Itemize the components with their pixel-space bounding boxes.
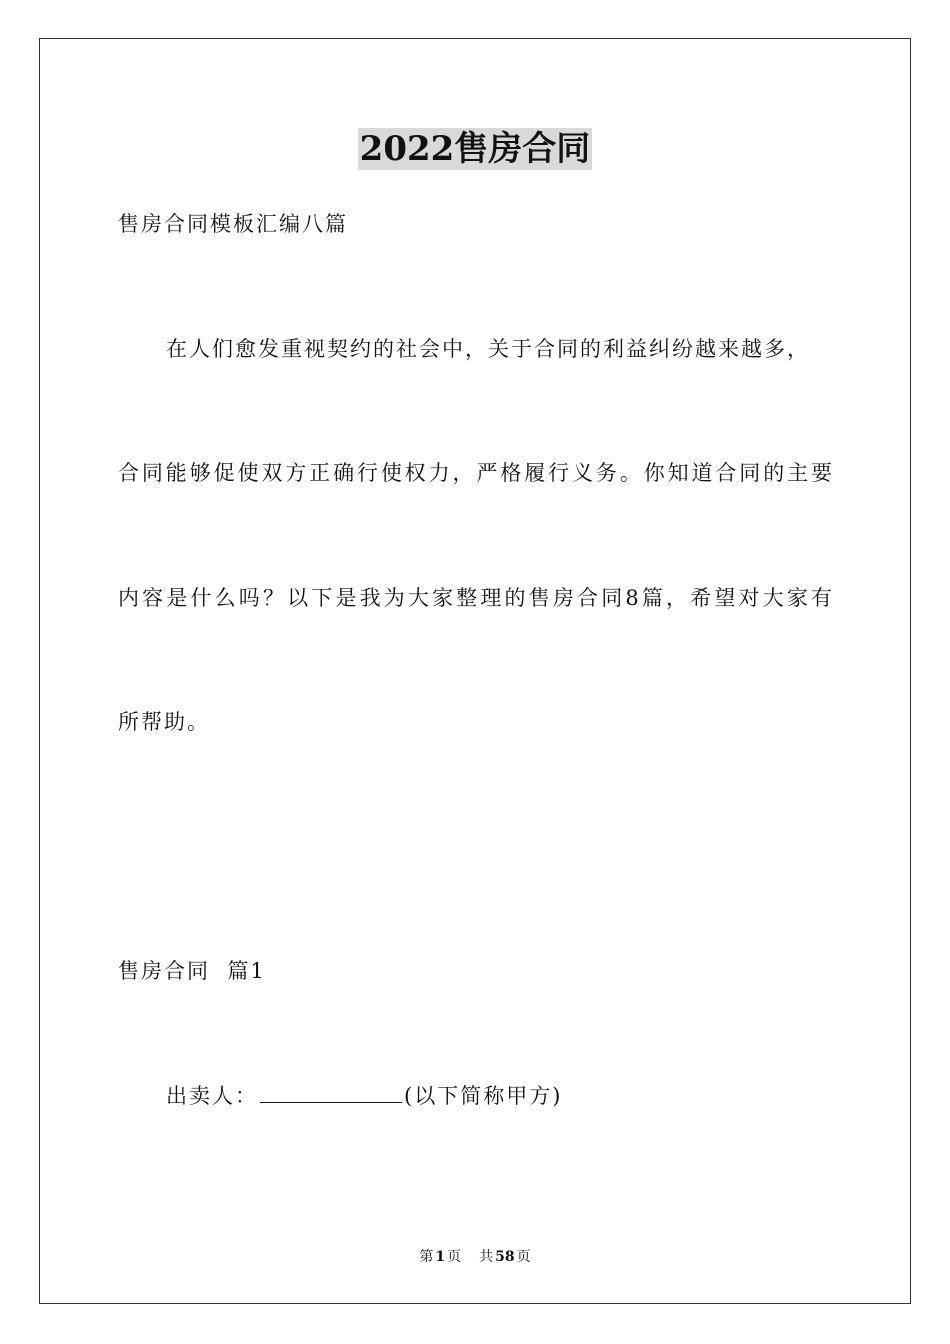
intro-paragraph-line: 内容是什么吗？以下是我为大家整理的售房合同8篇，希望对大家有 bbox=[118, 586, 834, 610]
seller-suffix: (以下简称甲方) bbox=[404, 1084, 563, 1108]
document-title: 2022售房合同 bbox=[359, 129, 591, 169]
document-subtitle: 售房合同模板汇编八篇 bbox=[118, 212, 348, 236]
intro-paragraph-line: 在人们愈发重视契约的社会中，关于合同的利益纠纷越来越多， bbox=[166, 337, 810, 361]
footer-total-suffix: 页 bbox=[516, 1249, 531, 1265]
intro-paragraph-line: 合同能够促使双方正确行使权力，严格履行义务。你知道合同的主要 bbox=[118, 461, 834, 485]
footer-total-prefix: 共 bbox=[479, 1249, 494, 1265]
intro-paragraph-line: 所帮助。 bbox=[118, 710, 210, 734]
title-container bbox=[0, 128, 950, 170]
seller-field bbox=[166, 1082, 562, 1110]
seller-label: 出卖人： bbox=[166, 1084, 258, 1108]
seller-blank-line[interactable] bbox=[260, 1082, 402, 1103]
page-footer bbox=[0, 1248, 950, 1266]
footer-page-suffix: 页 bbox=[447, 1249, 462, 1265]
footer-total-number: 58 bbox=[495, 1249, 515, 1265]
footer-page-prefix: 第 bbox=[419, 1249, 434, 1265]
section-heading: 售房合同 篇1 bbox=[118, 959, 266, 983]
footer-page-number: 1 bbox=[435, 1249, 446, 1265]
